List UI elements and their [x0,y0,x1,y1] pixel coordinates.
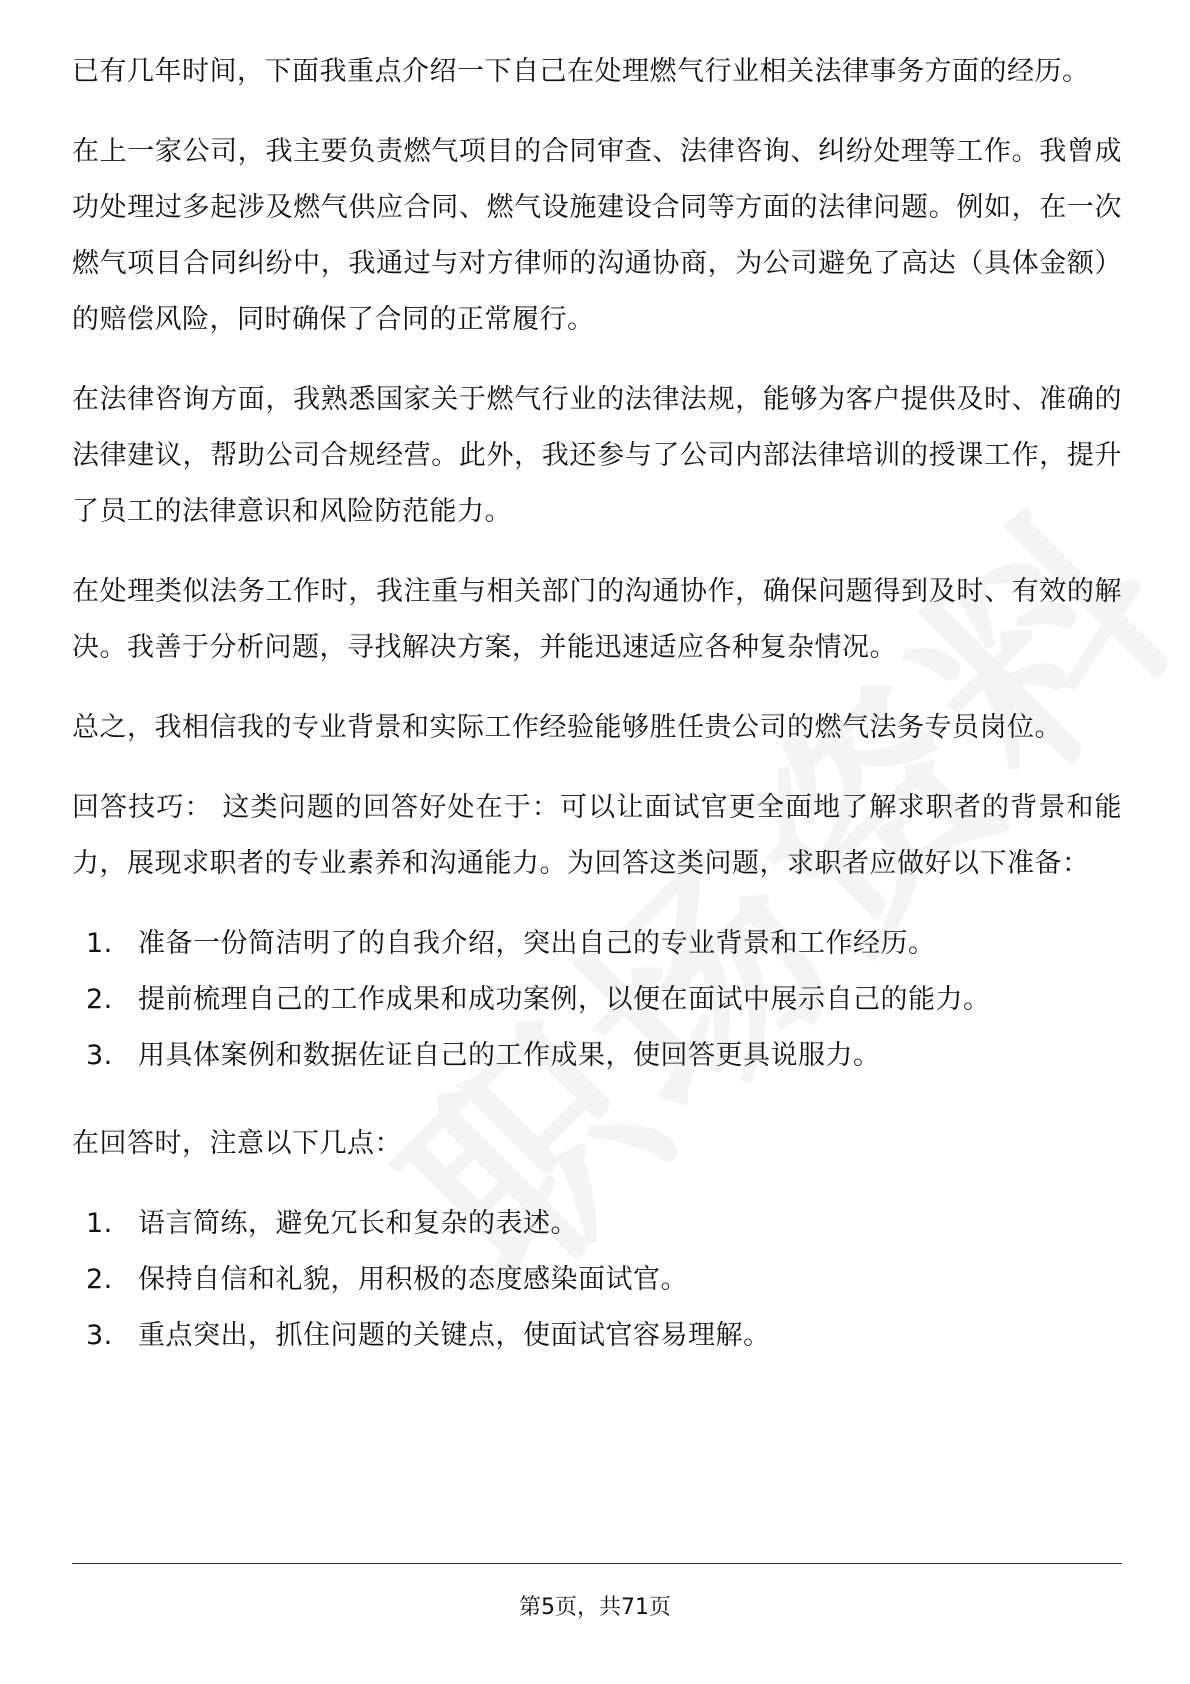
list-item-text: 提前梳理自己的工作成果和成功案例，以便在面试中展示自己的能力。 [138,984,991,1015]
list-item [72,1196,1122,1252]
preparation-list [72,916,1122,1084]
list-item [72,916,1122,972]
page-number: 第5页，共71页 [519,1595,671,1620]
paragraph-experience-intro: 已有几年时间，下面我重点介绍一下自己在处理燃气行业相关法律事务方面的经历。 [72,56,1090,87]
paragraph-collaboration: 在处理类似法务工作时，我注重与相关部门的沟通协作，确保问题得到及时、有效的解决。我善于分析问题，寻找解决方案，并能迅速适应各种复杂情况。 [72,576,1122,663]
list-item-number: 3. [86,1320,113,1351]
list-item [72,1028,1122,1084]
paragraph-answer-tips: 回答技巧： 这类问题的回答好处在于：可以让面试官更全面地了解求职者的背景和能力，展现求职者的专业素养和沟通能力。为回答这类问题，求职者应做好以下准备： [72,792,1122,879]
paragraph-conclusion: 总之，我相信我的专业背景和实际工作经验能够胜任贵公司的燃气法务专员岗位。 [72,712,1062,743]
list-item-number: 1. [86,1208,113,1239]
list-item-number: 2. [86,1264,113,1295]
paragraph-notes-intro: 在回答时，注意以下几点： [72,1128,402,1159]
list-item [72,1308,1122,1364]
list-item [72,1252,1122,1308]
list-item-text: 语言简练，避免冗长和复杂的表述。 [138,1208,578,1239]
document-body [72,44,1122,1396]
list-item-number: 3. [86,1040,113,1071]
paragraph-legal-consulting: 在法律咨询方面，我熟悉国家关于燃气行业的法律法规，能够为客户提供及时、准确的法律建议，帮助公司合规经营。此外，我还参与了公司内部法律培训的授课工作，提升了员工的法律意识和风险防范能力。 [72,384,1122,527]
list-item-text: 用具体案例和数据佐证自己的工作成果，使回答更具说服力。 [138,1040,881,1071]
list-item-number: 2. [86,984,113,1015]
list-item-text: 准备一份简洁明了的自我介绍，突出自己的专业背景和工作经历。 [138,928,936,959]
notes-list [72,1196,1122,1364]
list-item-number: 1. [86,928,113,959]
list-item [72,972,1122,1028]
list-item-text: 重点突出，抓住问题的关键点，使面试官容易理解。 [138,1320,771,1351]
footer-divider [72,1563,1122,1564]
list-item-text: 保持自信和礼貌，用积极的态度感染面试官。 [138,1264,688,1295]
paragraph-previous-company: 在上一家公司，我主要负责燃气项目的合同审查、法律咨询、纠纷处理等工作。我曾成功处理过多起涉及燃气供应合同、燃气设施建设合同等方面的法律问题。例如，在一次燃气项目合同纠纷中，我通过与对方律师的沟通协商，为公司避免了高达（具体金额）的赔偿风险，同时确保了合同的正常履行。 [72,136,1122,335]
